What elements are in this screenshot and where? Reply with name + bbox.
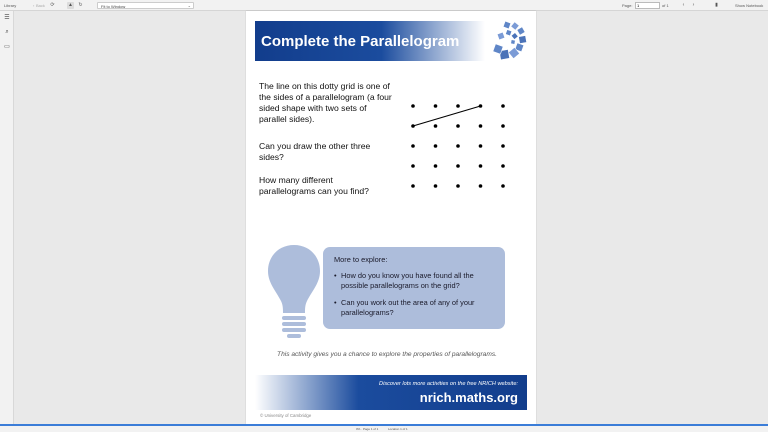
notebook-icon[interactable]: ▮ (715, 2, 718, 8)
title-banner (255, 21, 485, 61)
activity-note: This activity gives you a chance to explore the properties of parallelograms. (277, 351, 497, 358)
grid-dot (411, 164, 415, 168)
fit-select-value: Fit to Window (101, 4, 126, 9)
status-bar (0, 424, 768, 432)
dotty-grid (401, 96, 521, 196)
explore-item-text: Can you work out the area of any of your parallelograms? (341, 298, 475, 317)
website-link[interactable]: nrich.maths.org (419, 390, 518, 405)
fit-select[interactable] (97, 2, 194, 9)
document-page (246, 11, 536, 424)
grid-dot (434, 144, 438, 148)
chevron-right-icon[interactable]: › (692, 2, 695, 8)
page-progress: 0% · Page 1 of 1 (356, 427, 379, 431)
back-arrow[interactable]: ‹ (33, 3, 35, 8)
explore-item-text: How do you know you have found all the possible parallelograms on the grid? (341, 271, 474, 290)
refresh-icon[interactable]: ⟳ (50, 2, 55, 8)
lightbulb-icon (264, 243, 324, 343)
grid-dot (501, 124, 505, 128)
grid-dot (479, 164, 483, 168)
grid-dot (411, 124, 415, 128)
question-text-2: Can you draw the other three sides? (259, 141, 371, 162)
top-toolbar (0, 0, 768, 11)
rotate-icon[interactable]: ↻ (78, 2, 83, 8)
page-number-input[interactable] (635, 2, 660, 9)
chevron-down-icon: ⌄ (187, 3, 191, 8)
question-text-1: The line on this dotty grid is one of the sides of a parallelogram (a four sided shape with two sets of parallel sides). (259, 81, 392, 124)
grid-dot (456, 124, 460, 128)
page-count: of 1 (662, 3, 669, 8)
library-button[interactable]: Library (4, 3, 17, 8)
explore-item (334, 271, 495, 291)
grid-dot (456, 184, 460, 188)
grid-dot (434, 184, 438, 188)
grid-dot (479, 124, 483, 128)
location-info: Location 1 of 1 (388, 427, 408, 431)
chevron-left-icon[interactable]: ‹ (682, 2, 685, 8)
grid-dot (479, 104, 483, 108)
grid-dot (411, 144, 415, 148)
show-notebook-button[interactable]: Show Notebook (735, 3, 764, 8)
footer-banner (255, 375, 527, 410)
bullet-icon: • (334, 298, 337, 307)
footer-discover-text: Discover lots more activities on the free NRICH website: (379, 381, 518, 387)
parallelogram-side-line (413, 106, 481, 126)
search-icon[interactable]: ⌕ (5, 29, 9, 35)
copyright-text: © University of Cambridge (260, 413, 312, 418)
page-label: Page: (622, 3, 633, 8)
grid-dot (501, 104, 505, 108)
grid-dot (479, 144, 483, 148)
select-icon[interactable]: ▲ (68, 2, 73, 8)
explore-item (334, 298, 495, 318)
table-of-contents-icon[interactable]: ☰ (4, 15, 10, 21)
more-to-explore-box (323, 247, 505, 329)
grid-dot (501, 144, 505, 148)
grid-dot (501, 164, 505, 168)
grid-dot (456, 104, 460, 108)
grid-dot (411, 104, 415, 108)
grid-dot (434, 124, 438, 128)
grid-dot (501, 184, 505, 188)
grid-dot (456, 144, 460, 148)
left-sidebar (0, 11, 14, 426)
nrich-spiral-logo (490, 19, 530, 65)
grid-dot (434, 104, 438, 108)
annotations-icon[interactable]: ▭ (4, 44, 10, 50)
bullet-icon: • (334, 271, 337, 280)
grid-dot (411, 184, 415, 188)
grid-dot (456, 164, 460, 168)
explore-heading: More to explore: (334, 255, 388, 264)
back-button[interactable]: Back (36, 3, 45, 8)
page-title: Complete the Parallelogram (261, 33, 460, 50)
question-text-3: How many different parallelograms can you find? (259, 175, 369, 196)
grid-dot (434, 164, 438, 168)
grid-dot (479, 184, 483, 188)
